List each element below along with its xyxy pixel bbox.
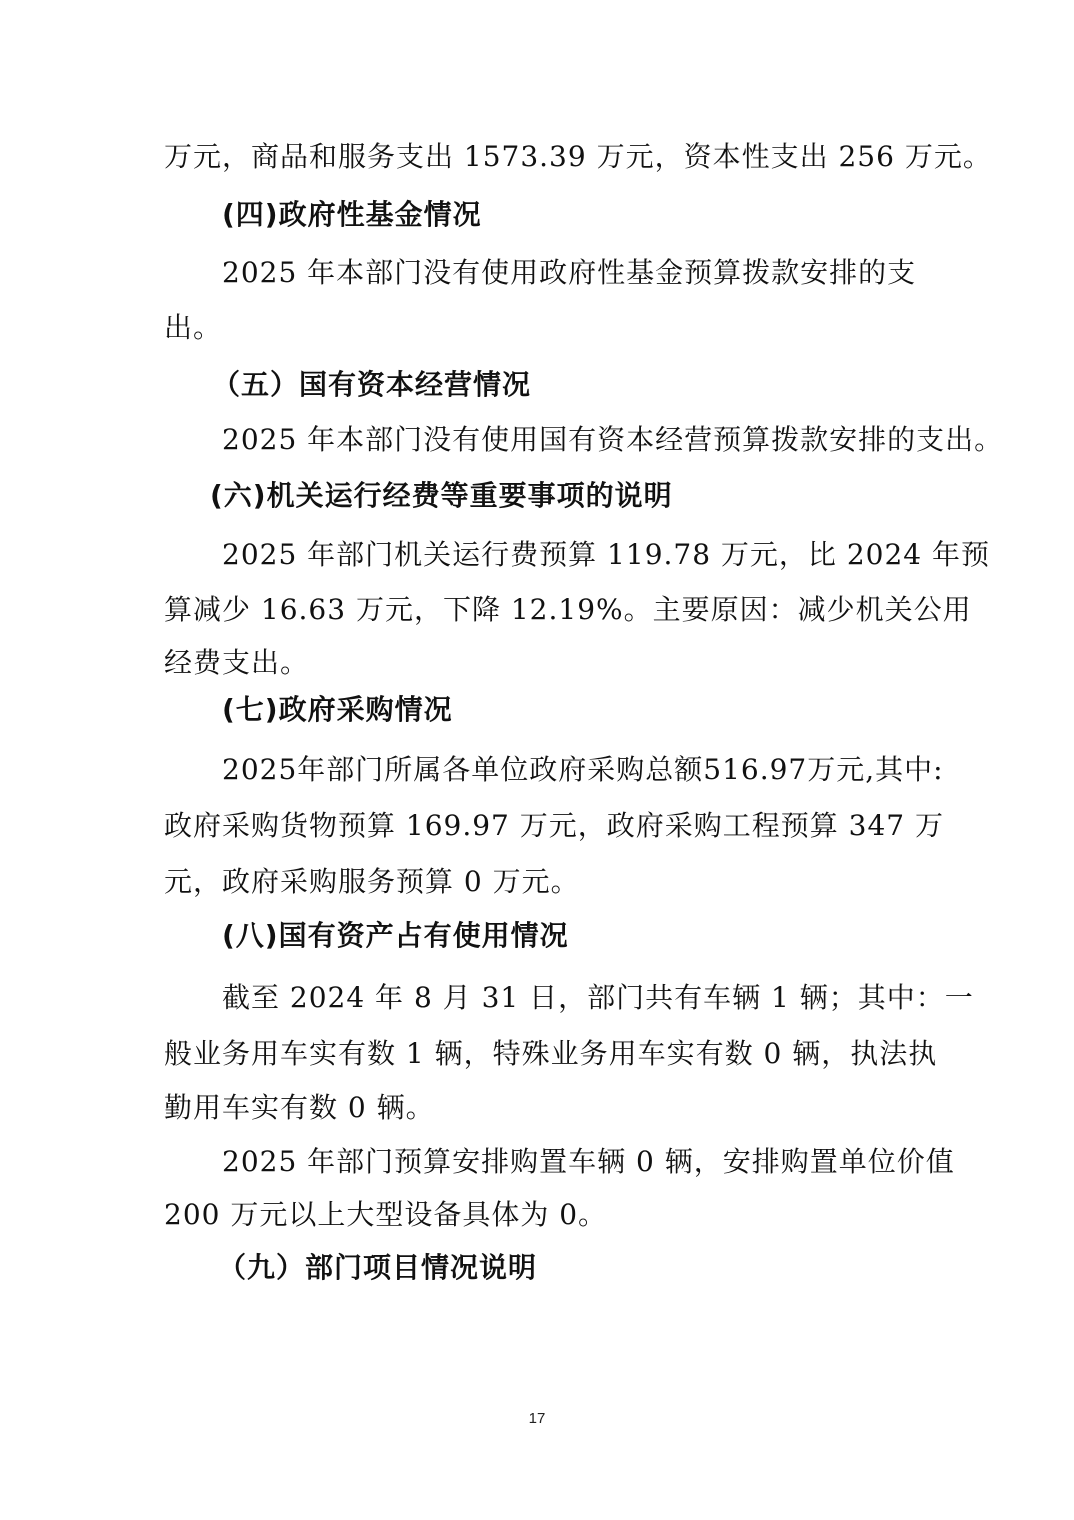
body-line: 政府采购货物预算 169.97 万元，政府采购工程预算 347 万 [164,809,945,842]
section-heading-4: (四)政府性基金情况 [222,198,482,231]
section-heading-6: (六)机关运行经费等重要事项的说明 [210,479,673,512]
body-line: 2025年部门所属各单位政府采购总额516.97万元,其中: [222,753,944,786]
page-number: 17 [528,1410,546,1427]
body-line: 算减少 16.63 万元，下降 12.19%。主要原因：减少机关公用 [164,593,972,626]
body-line: 经费支出。 [164,646,310,679]
body-line: 元，政府采购服务预算 0 万元。 [164,865,580,898]
body-line: 般业务用车实有数 1 辆，特殊业务用车实有数 0 辆，执法执 [164,1037,938,1070]
section-heading-7: (七)政府采购情况 [222,693,453,726]
body-line: 2025 年部门预算安排购置车辆 0 辆，安排购置单位价值 [222,1145,955,1178]
section-heading-9: （九）部门项目情况说明 [218,1251,538,1284]
body-line: 2025 年本部门没有使用政府性基金预算拨款安排的支 [222,256,917,289]
section-heading-5: （五）国有资本经营情况 [212,368,532,401]
body-line: 2025 年部门机关运行费预算 119.78 万元，比 2024 年预 [222,538,990,571]
body-line: 2025 年本部门没有使用国有资本经营预算拨款安排的支出。 [222,423,1004,456]
body-line: 勤用车实有数 0 辆。 [164,1091,435,1124]
body-line: 出。 [164,311,223,344]
section-heading-8: (八)国有资产占有使用情况 [222,919,569,952]
body-line: 截至 2024 年 8 月 31 日，部门共有车辆 1 辆；其中：一 [222,981,974,1014]
body-line: 万元，商品和服务支出 1573.39 万元，资本性支出 256 万元。 [164,140,992,173]
body-line: 200 万元以上大型设备具体为 0。 [164,1198,608,1231]
